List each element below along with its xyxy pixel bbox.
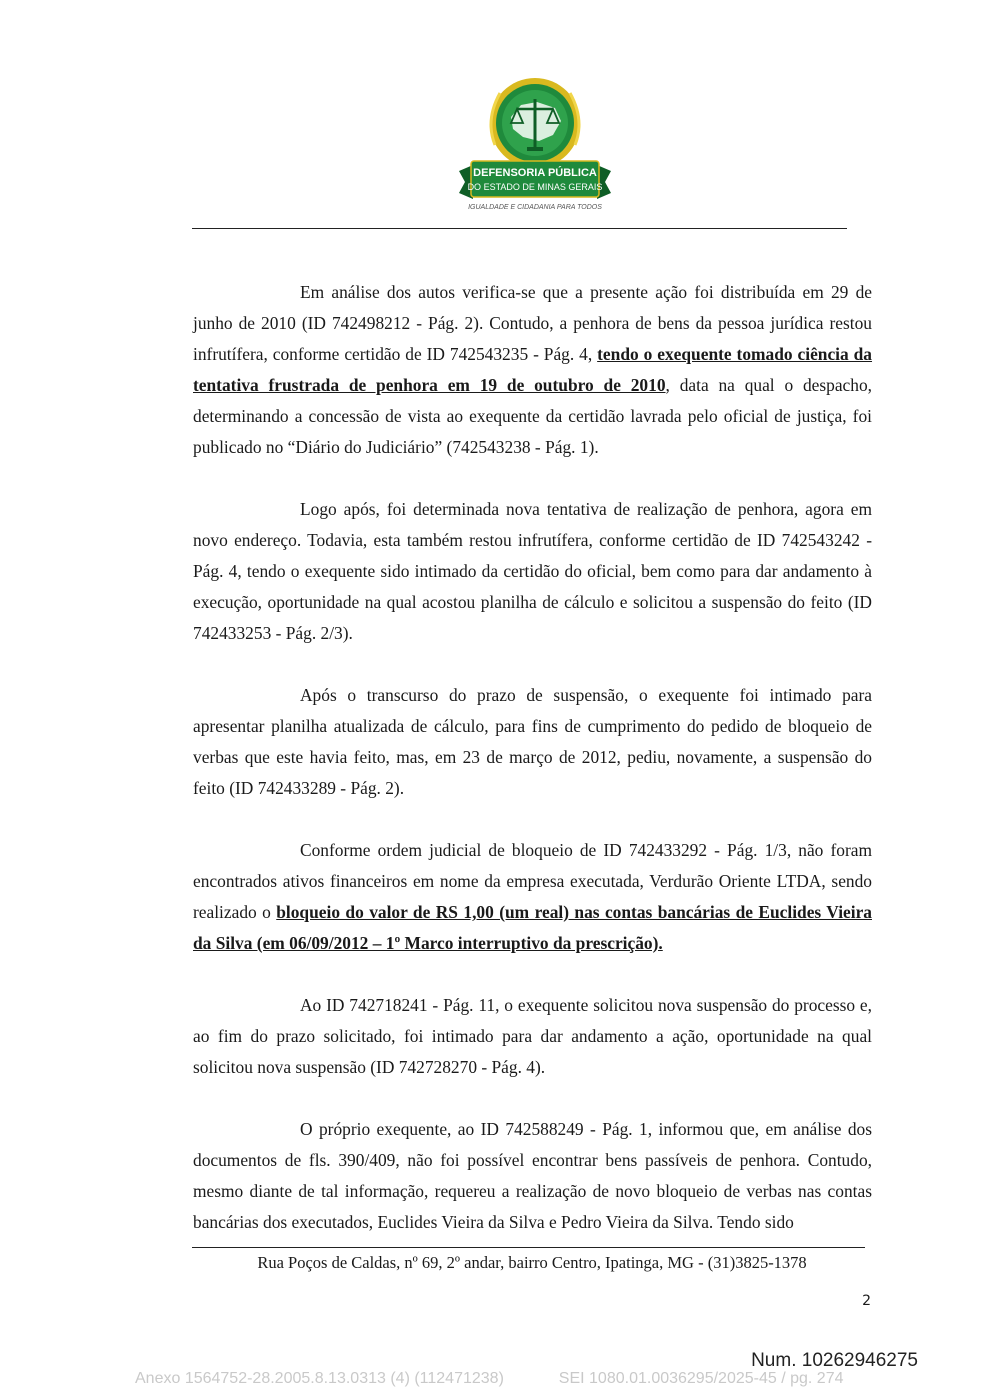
footer-address: Rua Poços de Caldas, nº 69, 2º andar, bairro Centro, Ipatinga, MG - (31)3825-1378 (257, 1253, 807, 1272)
logo-title-line1: DEFENSORIA PÚBLICA (473, 167, 597, 179)
paragraph (193, 1114, 872, 1238)
paragraph-text: O próprio exequente, ao ID 742588249 - Pág. 1, informou que, em análise dos documentos de fls. 390/409, não foi possível encontrar bens passíveis de penhora. Contudo, mesmo diante de tal informação, requereu a realização de novo bloqueio de verbas nas contas bancárias dos executados, Euclides Vieira da Silva e Pedro Vieira da Silva. Tendo sido (193, 1119, 872, 1232)
paragraph-text: Logo após, foi determinada nova tentativa de realização de penhora, agora em novo endereço. Todavia, esta também restou infrutífera, conforme certidão de ID 742543242 - Pág. 4, tendo o exequente sido intimado da certidão do oficial, bem como para dar andamento à execução, oportunidade na qual acostou planilha de cálculo e solicitou a suspensão do feito (ID 742433253 - Pág. 2/3). (193, 499, 872, 643)
annex-stamp (135, 1370, 895, 1388)
logo-title-line2: DO ESTADO DE MINAS GERAIS (467, 182, 603, 192)
paragraph (193, 494, 872, 649)
paragraph (193, 277, 872, 463)
document-body (193, 277, 872, 1238)
paragraph (193, 990, 872, 1083)
paragraph-text: , data na qual o despacho, determinando a concessão de vista ao exequente da certidão lavrada pelo oficial de justiça, foi publicado no “Diário do Judiciário” (742543238 - Pág. 1). (193, 375, 873, 457)
document-number: Num. 10262946275 (751, 1350, 918, 1371)
sei-reference: SEI 1080.01.0036295/2025-45 / pg. 274 (558, 1370, 844, 1387)
paragraph-text: Em análise dos autos verifica-se que a presente ação foi distribuída em 29 de junho de 2010 (ID 742498212 - Pág. 2). Contudo, a penhora de bens da pessoa jurídica restou infrutífera, conforme certidão de ID 742543235 - Pág. 4, (193, 282, 872, 364)
footer-rule (192, 1247, 865, 1248)
defensoria-logo (455, 75, 615, 215)
paragraph (193, 835, 872, 959)
emphasized-text: tendo o exequente tomado ciência da tentativa frustrada de penhora em 19 de outubro de 2010 (193, 344, 873, 395)
paragraph-text: Conforme ordem judicial de bloqueio de ID 742433292 - Pág. 1/3, não foram encontrados ativos financeiros em nome da empresa executada, Verdurão Oriente LTDA, sendo realizado o (193, 840, 872, 922)
emphasized-text: bloqueio do valor de RS 1,00 (um real) nas contas bancárias de Euclides Vieira da Silva (em 06/09/2012 – 1º Marco interruptivo da prescrição). (193, 902, 872, 953)
logo-motto: IGUALDADE E CIDADANIA PARA TODOS (468, 204, 602, 211)
paragraph-text: Ao ID 742718241 - Pág. 11, o exequente solicitou nova suspensão do processo e, ao fim do prazo solicitado, foi intimado para dar andamento a ação, oportunidade na qual solicitou nova suspensão (ID 742728270 - Pág. 4). (193, 995, 872, 1077)
annex-reference: Anexo 1564752-28.2005.8.13.0313 (4) (112471238) (135, 1370, 504, 1387)
paragraph-text: Após o transcurso do prazo de suspensão, o exequente foi intimado para apresentar planilha atualizada de cálculo, para fins de cumprimento do pedido de bloqueio de verbas que este havia feito, mas, em 23 de março de 2012, pediu, novamente, a suspensão do feito (ID 742433289 - Pág. 2). (193, 685, 872, 798)
header-rule (192, 228, 847, 229)
paragraph (193, 680, 872, 804)
page-number: 2 (862, 1293, 871, 1309)
